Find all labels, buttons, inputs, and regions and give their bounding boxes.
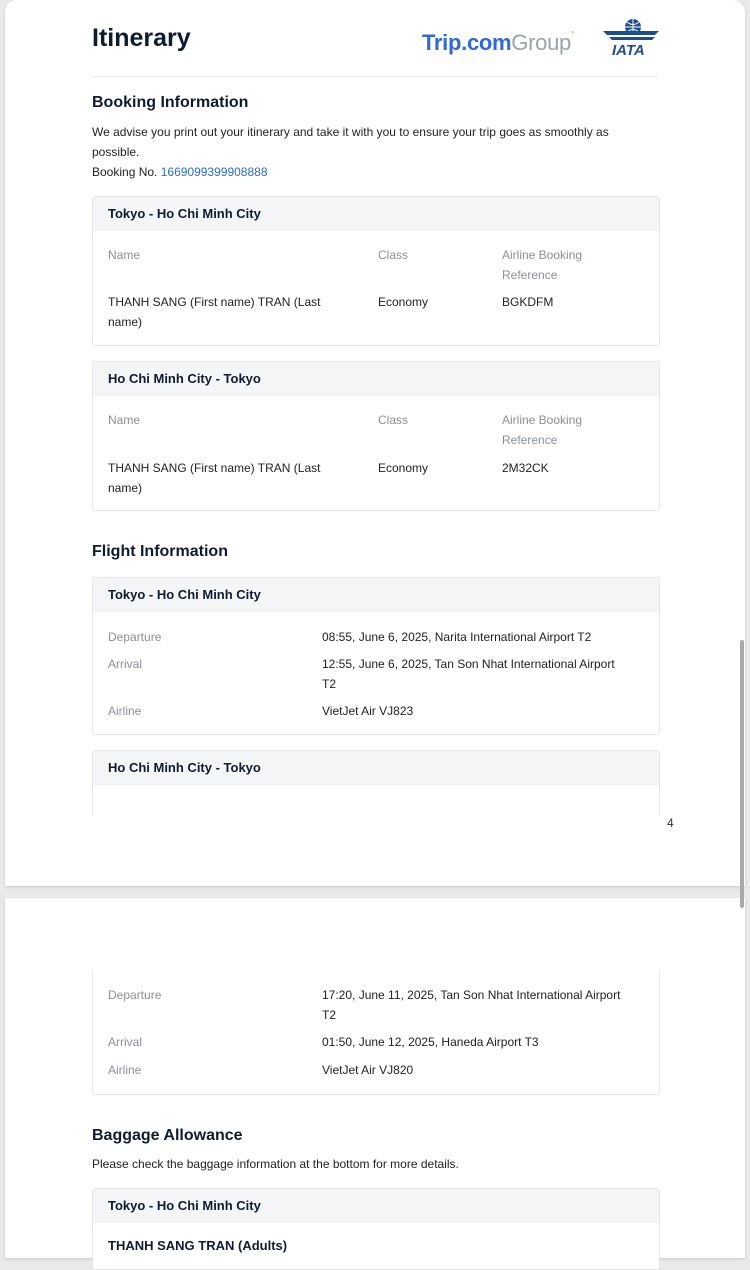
svg-text:IATA: IATA [612,42,645,58]
booking-reference-value: BGKDFM [502,295,554,309]
arrival-value: 01:50, June 12, 2025, Haneda Airport T3 [322,1035,539,1049]
document-page-1 [5,0,745,886]
booking-number-link[interactable]: 1669099399908888 [160,165,268,179]
departure-value [322,985,652,1025]
document-page-2 [5,898,745,1258]
passenger-name-line2: name) [108,315,143,329]
baggage-allowance-heading: Baggage Allowance [92,1127,243,1144]
passenger-name-line1: THANH SANG (First name) TRAN (Last [108,461,321,475]
flight-card-continued [92,970,660,1095]
ref-label-line1: Airline Booking [502,413,583,427]
booking-number-label: Booking No. [92,165,158,179]
departure-value: 08:55, June 6, 2025, Narita International Airport T2 [322,630,592,644]
flight-card-route: Tokyo - Ho Chi Minh City [93,578,659,612]
airline-label: Airline [108,1063,142,1077]
departure-label: Departure [108,988,162,1002]
arrival-label: Arrival [108,1035,143,1049]
scrollbar-thumb[interactable] [740,640,744,908]
passenger-name-line1: THANH SANG (First name) TRAN (Last [108,295,321,309]
header-divider [92,76,658,77]
passenger-name [108,458,358,498]
booking-reference-value: 2M32CK [502,461,549,475]
booking-card-route: Tokyo - Ho Chi Minh City [93,197,659,231]
baggage-card-route: Tokyo - Ho Chi Minh City [93,1189,659,1223]
baggage-note: Please check the baggage information at the bottom for more details. [92,1157,459,1171]
booking-information-heading: Booking Information [92,94,249,111]
ref-label-line2: Reference [502,268,558,282]
brand-part-2: Group [511,30,571,55]
class-value: Economy [378,295,429,309]
trip-com-group-logo: Trip.comGroup° [422,30,574,55]
airline-value: VietJet Air VJ823 [322,704,414,718]
arrival-label: Arrival [108,657,143,671]
flight-card-route: Ho Chi Minh City - Tokyo [93,751,659,785]
name-label: Name [108,248,141,262]
ref-label-line1: Airline Booking [502,248,583,262]
baggage-card [92,1188,660,1270]
baggage-passenger: THANH SANG TRAN (Adults) [108,1238,288,1253]
airline-booking-reference-label [502,410,582,450]
departure-label: Departure [108,630,162,644]
booking-card [92,361,660,511]
flight-card [92,750,660,815]
flight-card [92,577,660,735]
arrival-value-line2: T2 [322,677,337,691]
page-title: Itinerary [92,24,191,52]
class-label: Class [378,248,409,262]
iata-logo [599,18,661,58]
name-label: Name [108,413,141,427]
class-value: Economy [378,461,429,475]
departure-value-line2: T2 [322,1008,337,1022]
passenger-name-line2: name) [108,481,143,495]
booking-card [92,196,660,346]
arrival-value [322,654,652,694]
class-label: Class [378,413,409,427]
ref-label-line2: Reference [502,433,558,447]
booking-card-route: Ho Chi Minh City - Tokyo [93,362,659,396]
arrival-value-line1: 12:55, June 6, 2025, Tan Son Nhat International Airport [322,657,615,671]
booking-advice-text: We advise you print out your itinerary and take it with you to ensure your trip goes as smoothly as possible. [92,125,609,159]
flight-information-heading: Flight Information [92,543,228,560]
booking-number-row [92,162,268,182]
passenger-name [108,292,358,332]
airline-booking-reference-label [502,245,582,285]
page-number: 4 [667,816,674,830]
brand-part-1: Trip.com [422,30,512,55]
departure-value-line1: 17:20, June 11, 2025, Tan Son Nhat International Airport [322,988,621,1002]
airline-label: Airline [108,704,142,718]
airline-value: VietJet Air VJ820 [322,1063,414,1077]
